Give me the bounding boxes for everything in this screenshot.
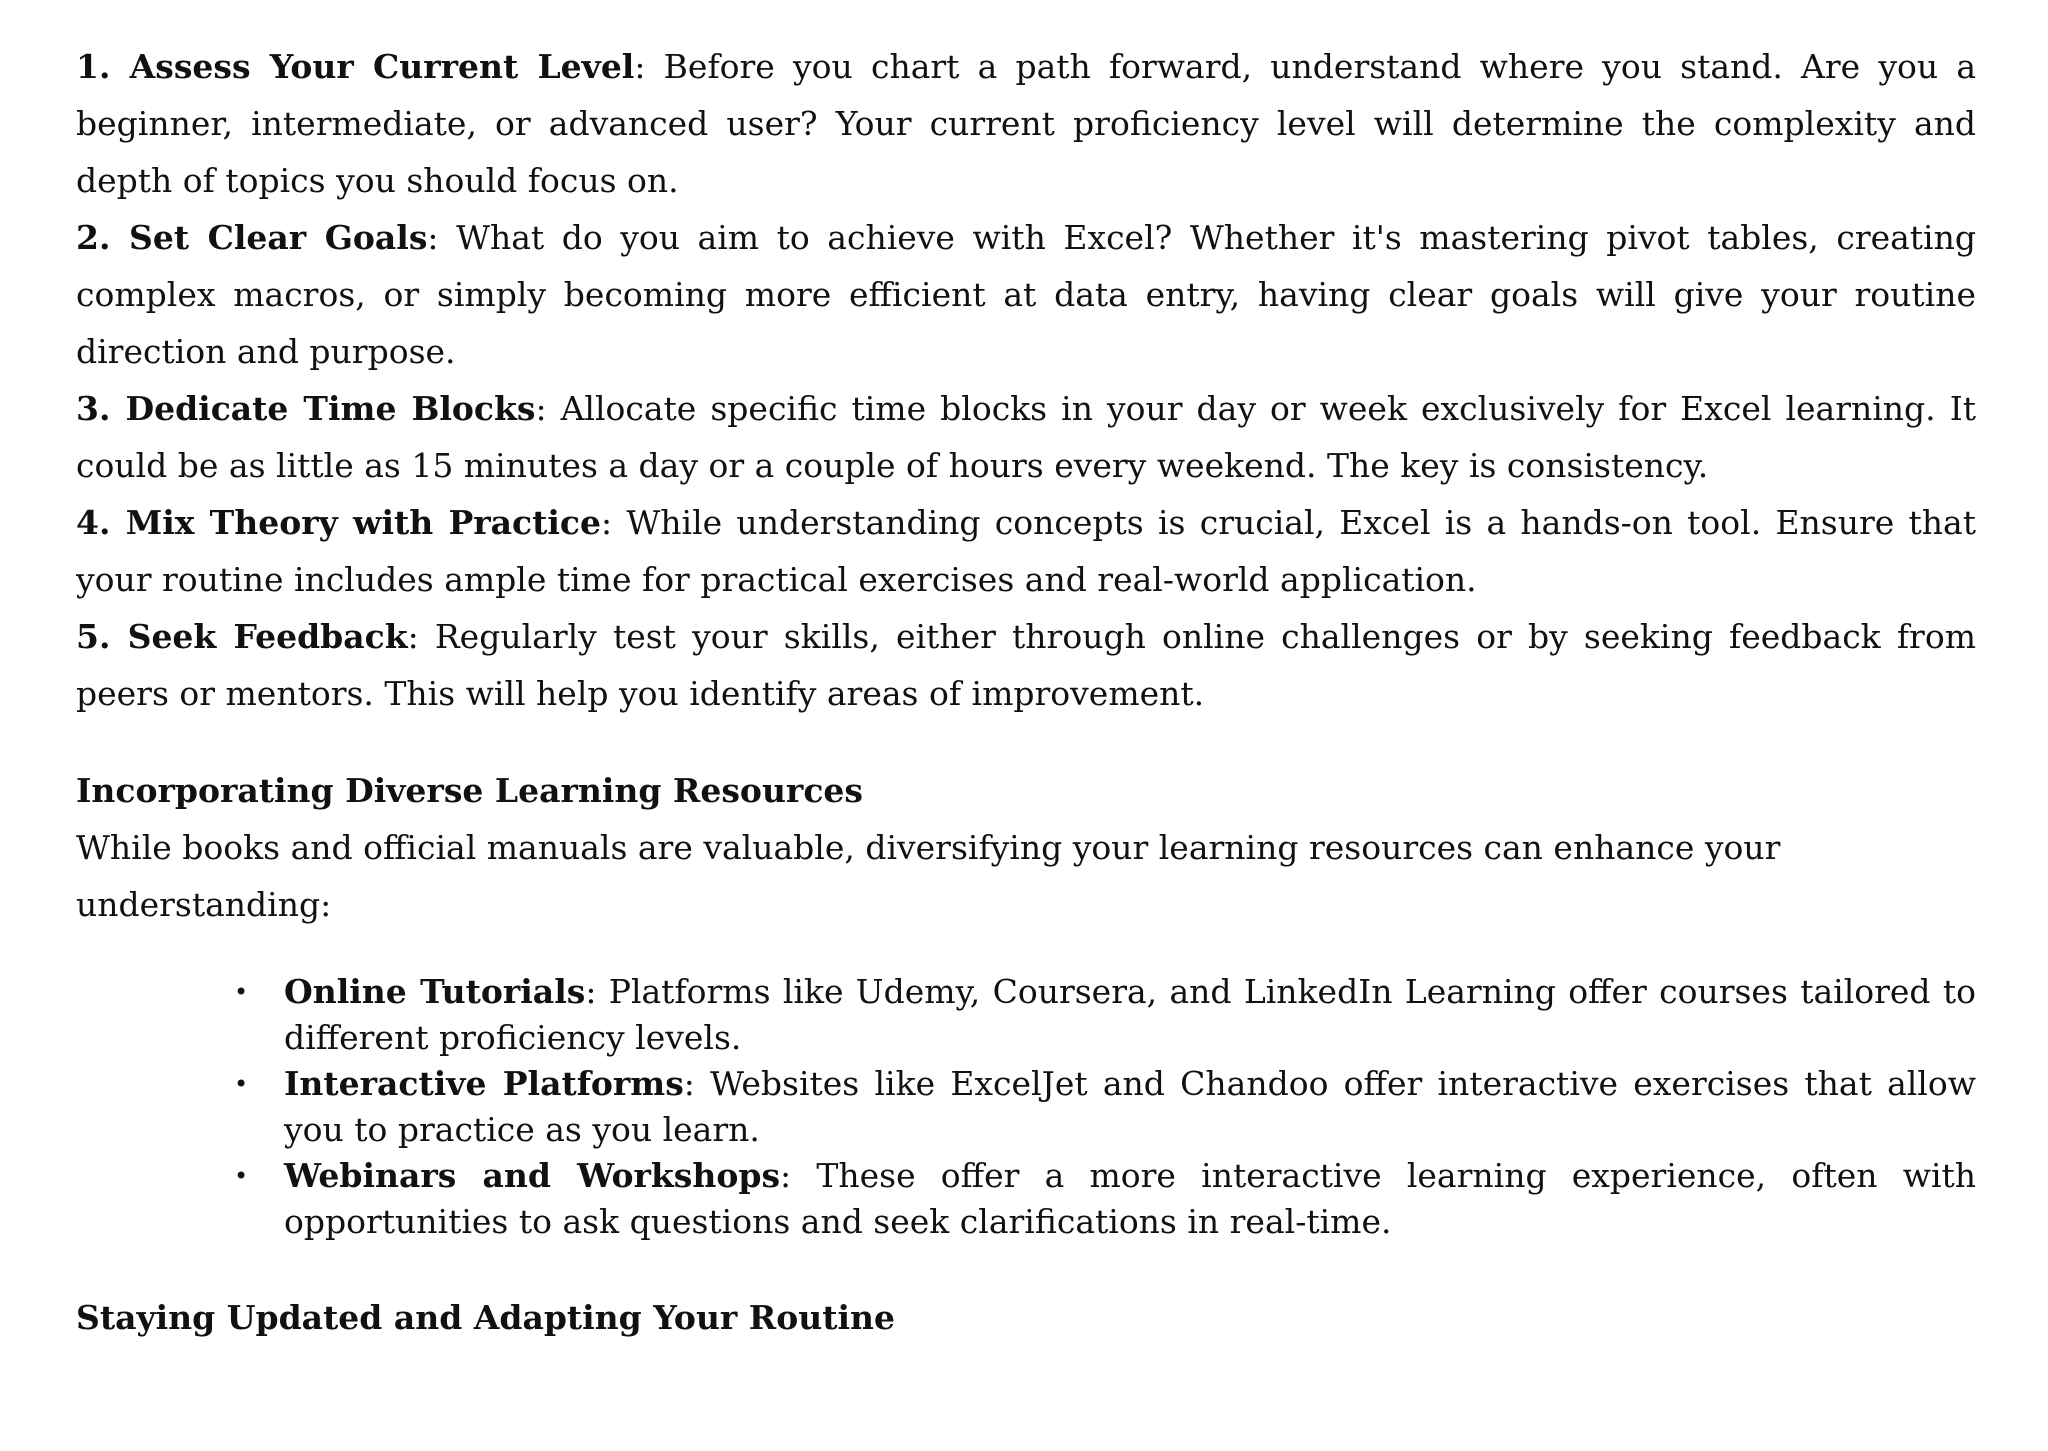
resources-list [76, 969, 1976, 1245]
list-item-webinars-workshops [76, 1153, 1976, 1245]
section-heading-resources: Incorporating Diverse Learning Resources [76, 771, 863, 810]
step-text: : Regularly test your skills, either through online challenges or by seeking feedback from peers or mentors. This will help you identify areas of improvement. [76, 617, 1976, 713]
step-title: 2. Set Clear Goals [76, 218, 428, 257]
list-item-text: : Websites like ExcelJet and Chandoo offer interactive exercises that allow you to practice as you learn. [284, 1064, 1976, 1149]
step-text: : Allocate specific time blocks in your day or week exclusively for Excel learning. It could be as little as 15 minutes a day or a couple of hours every weekend. The key is consistency. [76, 389, 1976, 485]
step-time-blocks [76, 380, 1976, 494]
list-item-title: Webinars and Workshops [284, 1156, 781, 1195]
step-text: : Before you chart a path forward, understand where you stand. Are you a beginner, intermediate, or advanced user? Your current proficiency level will determine the complexity and depth of topics you should focus on. [76, 47, 1977, 200]
step-seek-feedback [76, 608, 1976, 722]
bullet-icon: • [234, 978, 249, 1006]
list-item-online-tutorials [76, 969, 1976, 1061]
document-page [76, 38, 1976, 1346]
step-title: 3. Dedicate Time Blocks [76, 389, 536, 428]
step-assess-level [76, 38, 1976, 209]
list-item-title: Interactive Platforms [284, 1064, 684, 1103]
step-text: : While understanding concepts is crucial, Excel is a hands-on tool. Ensure that your routine includes ample time for practical exercises and real-world application. [76, 503, 1976, 599]
list-item-text: : These offer a more interactive learning experience, often with opportunities to ask questions and seek clarifications in real-time. [284, 1156, 1977, 1241]
list-item-interactive-platforms [76, 1061, 1976, 1153]
step-theory-practice [76, 494, 1976, 608]
list-item-title: Online Tutorials [284, 972, 586, 1011]
list-item-text: : Platforms like Udemy, Coursera, and LinkedIn Learning offer courses tailored to different proficiency levels. [284, 972, 1976, 1057]
resources-intro: While books and official manuals are valuable, diversifying your learning resources can enhance your understanding: [76, 828, 1781, 924]
step-set-goals [76, 209, 1976, 380]
step-title: 5. Seek Feedback [76, 617, 408, 656]
section-heading-staying-updated: Staying Updated and Adapting Your Routine [76, 1298, 896, 1337]
bullet-icon: • [234, 1070, 249, 1098]
step-title: 1. Assess Your Current Level [76, 47, 635, 86]
bullet-icon: • [234, 1162, 249, 1190]
step-text: : What do you aim to achieve with Excel? Whether it's mastering pivot tables, creating complex macros, or simply becoming more efficient at data entry, having clear goals will give your routine direction and purpose. [76, 218, 1976, 371]
step-title: 4. Mix Theory with Practice [76, 503, 602, 542]
